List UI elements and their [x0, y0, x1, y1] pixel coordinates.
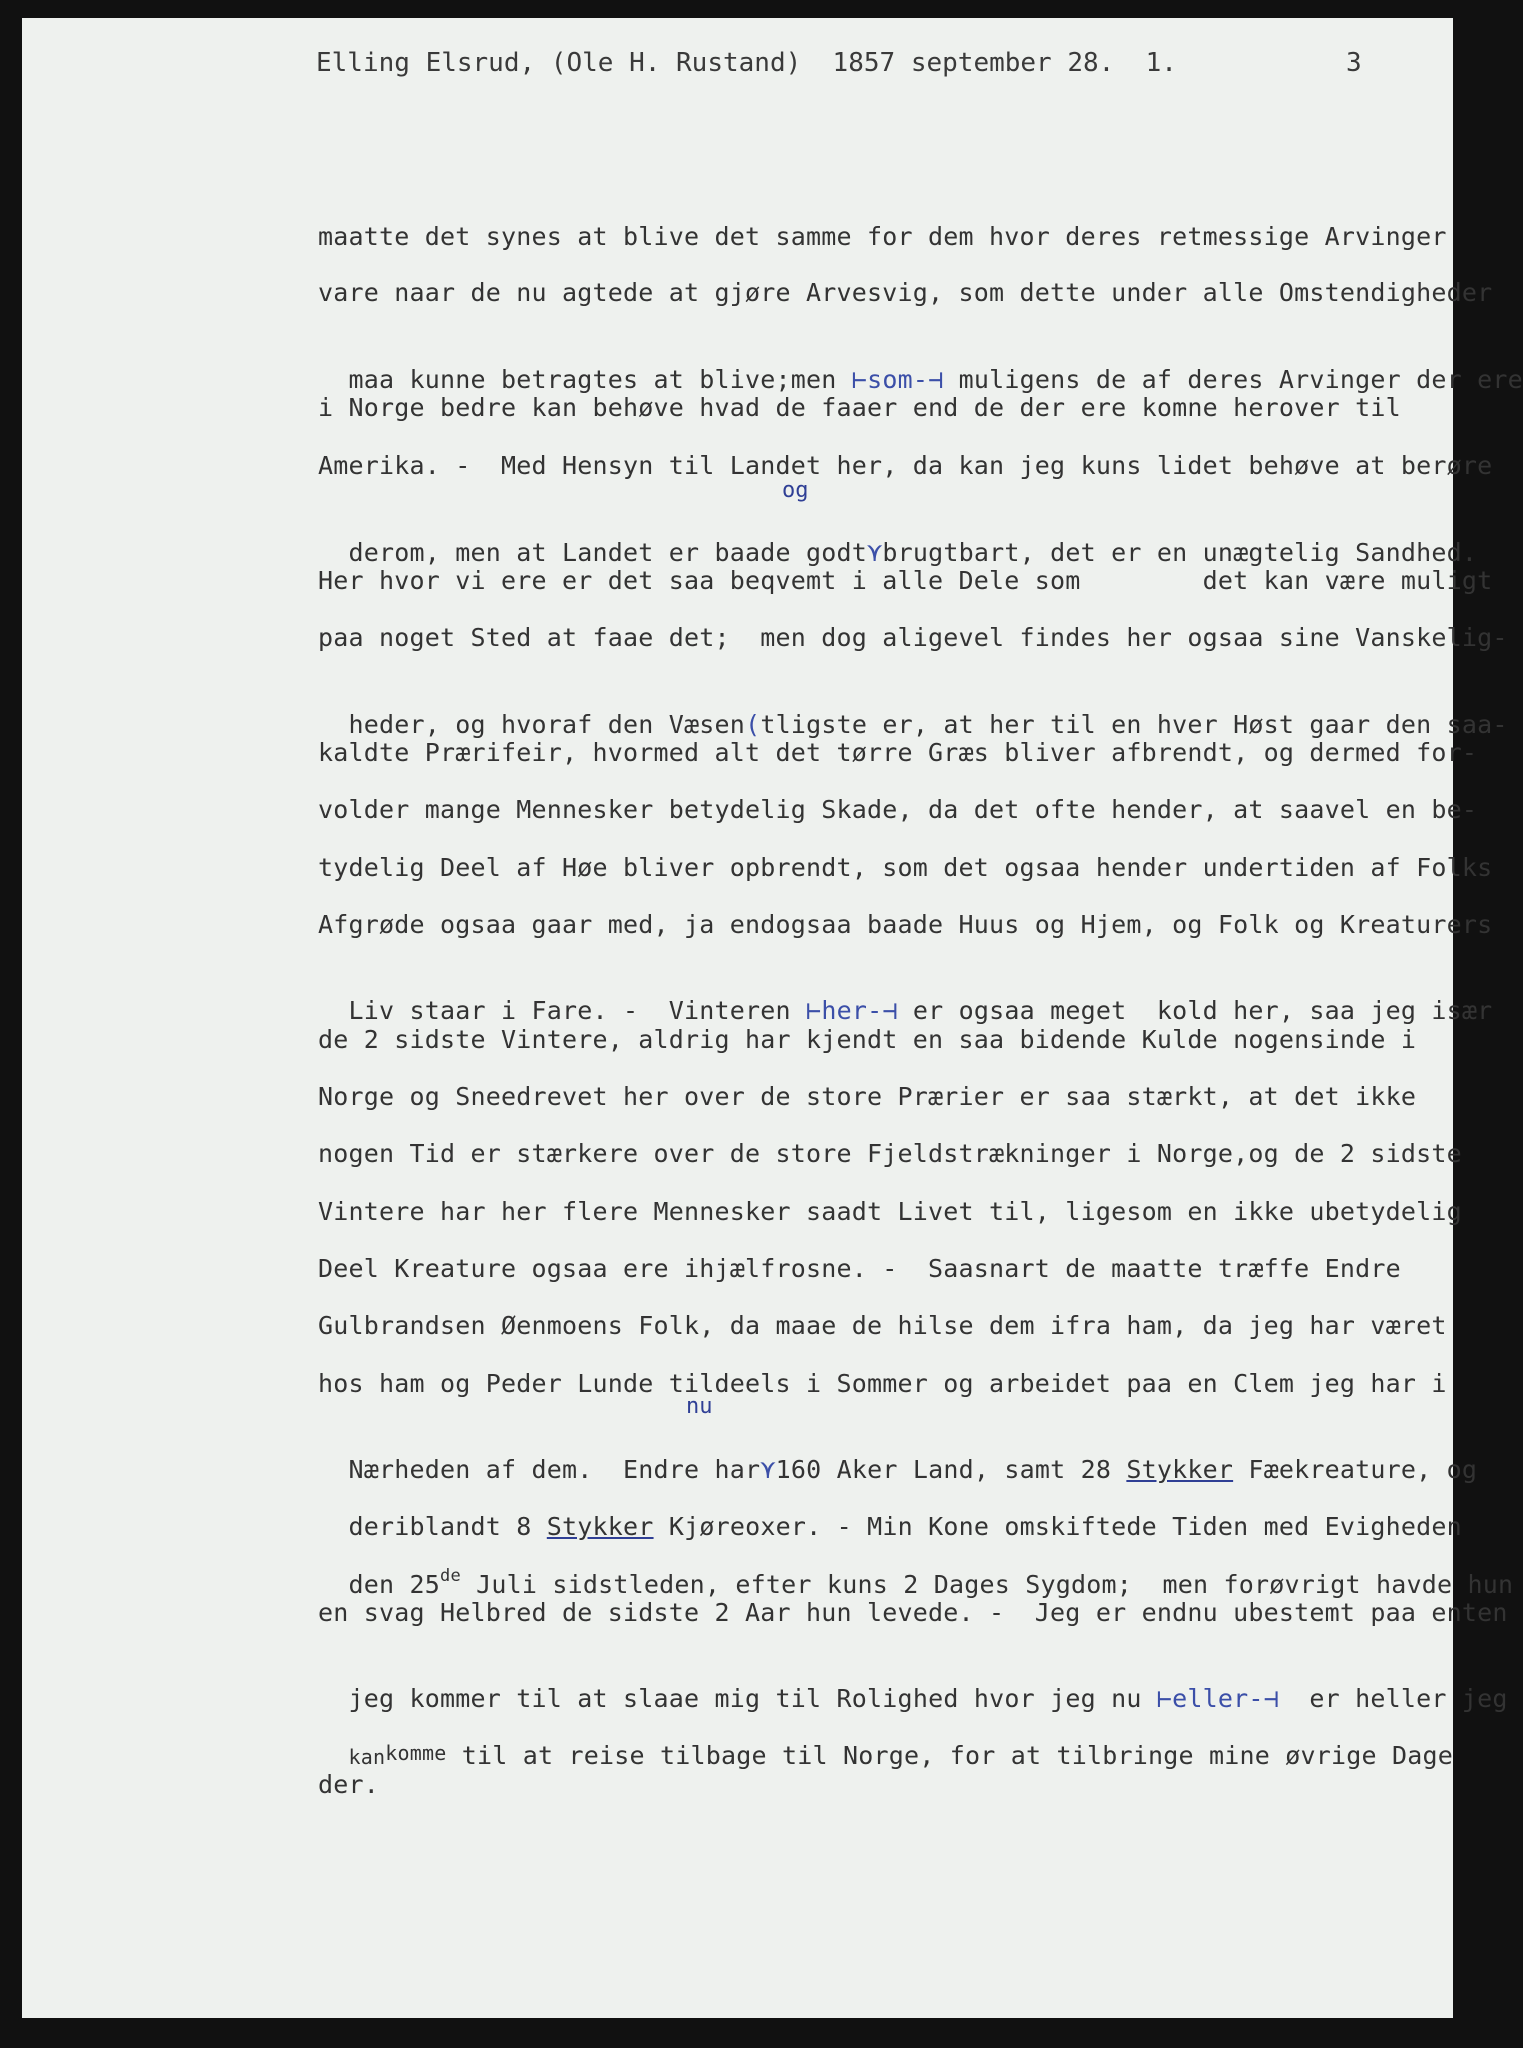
text-line [318, 1426, 1477, 1484]
line-text: muligens de af deres Arvinger der ere [943, 365, 1523, 394]
handwritten-insertion: nu [686, 1394, 713, 1419]
text-line: volder mange Mennesker betydelig Skade, da det ofte hender, at saavel en be- [318, 795, 1478, 824]
document-header: Elling Elsrud, (Ole H. Rustand) 1857 september 28. 1. [316, 48, 1177, 78]
superscript: de [440, 1566, 461, 1586]
line-text: den 25 [348, 1570, 441, 1599]
text-line: kaldte Prærifeir, hvormed alt det tørre Græs bliver afbrendt, og dermed for- [318, 738, 1478, 767]
text-line: der. [318, 1770, 380, 1799]
line-text: brugtbart, det er en unægtelig Sandhed. [882, 538, 1478, 567]
page-number: 3 [1346, 48, 1362, 78]
line-text: Juli sidstleden, efter kuns 2 Dages Sygdom; men forøvrigt havde hun [460, 1570, 1514, 1599]
line-text: deriblandt 8 [348, 1512, 547, 1541]
line-text: er heller jeg [1278, 1684, 1508, 1713]
line-text: heder, og hvoraf den Væsen [348, 710, 746, 739]
line-text: er ogsaa meget kold her, saa jeg især [897, 996, 1493, 1025]
line-text: maa kunne betragtes at blive;men [348, 365, 852, 394]
text-line [318, 1483, 1462, 1541]
text-line: hos ham og Peder Lunde tildeels i Sommer og arbeidet paa en Clem jeg har i [318, 1369, 1447, 1398]
text-line: tydelig Deel af Høe bliver opbrendt, som det ogsaa hender undertiden af Folks [318, 853, 1493, 882]
text-line: Gulbrandsen Øenmoens Folk, da maae de hilse dem ifra ham, da jeg har været [318, 1311, 1447, 1340]
line-text: Fæekreature, og [1233, 1455, 1478, 1484]
text-line: i Norge bedre kan behøve hvad de faaer end de der ere komne herover til [318, 393, 1401, 422]
line-text: Liv staar i Fare. - Vinteren [348, 996, 807, 1025]
text-line: Norge og Sneedrevet her over de store Prærier er saa stærkt, at det ikke [318, 1082, 1417, 1111]
underlined-word: Stykker [1126, 1455, 1234, 1484]
underlined-word: Stykker [546, 1512, 654, 1541]
text-line [318, 1541, 1513, 1599]
text-line: Amerika. - Med Hensyn til Landet her, da kan jeg kuns lidet behøve at berøre [318, 451, 1493, 480]
join-mark-icon: ( [745, 710, 761, 739]
text-line [318, 1655, 1508, 1713]
handwritten-insertion: og [782, 478, 809, 503]
text-line: Afgrøde ogsaa gaar med, ja endogsaa baade Huus og Hjem, og Folk og Kreaturers [318, 910, 1493, 939]
struck-word: ⊢som-⊣ [851, 365, 944, 394]
line-text: til at reise tilbage til Norge, for at tilbringe mine øvrige Dage [446, 1741, 1454, 1770]
struck-word: ⊢her-⊣ [806, 996, 898, 1025]
text-line [318, 509, 1477, 567]
text-line: maatte det synes at blive det samme for dem hvor deres retmessige Arvinger [318, 222, 1447, 251]
text-line: en svag Helbred de sidste 2 Aar hun levede. - Jeg er endnu ubestemt paa enten [318, 1598, 1508, 1627]
line-text: jeg kommer til at slaae mig til Rolighed hvor jeg nu [348, 1684, 1157, 1713]
insertion-caret-icon: ⋎ [760, 1455, 776, 1484]
struck-word: ⊢eller-⊣ [1156, 1684, 1279, 1713]
text-line: Deel Kreature ogsaa ere ihjælfrosne. - Saasnart de maatte træffe Endre [318, 1254, 1401, 1283]
insertion-caret-icon: ⋎ [867, 538, 883, 567]
text-line [318, 336, 1523, 394]
text-line: de 2 sidste Vintere, aldrig har kjendt en saa bidende Kulde nogensinde i [318, 1025, 1417, 1054]
line-text: Nærheden af dem. Endre har [348, 1455, 761, 1484]
text-line: vare naar de nu agtede at gjøre Arvesvig, som dette under alle Omstendigheder [318, 278, 1493, 307]
text-line: Vintere har her flere Mennesker saadt Livet til, ligesom en ikke ubetydelig [318, 1197, 1462, 1226]
superscript: komme [385, 1741, 447, 1765]
text-line: Her hvor vi ere er det saa beqvemt i alle Dele som det kan være muligt [318, 566, 1493, 595]
line-text: kan [348, 1745, 386, 1769]
text-line: nogen Tid er stærkere over de store Fjeldstrækninger i Norge,og de 2 sidste [318, 1139, 1462, 1168]
line-text: derom, men at Landet er baade godt [348, 538, 868, 567]
text-line [318, 681, 1508, 739]
line-text: 160 Aker Land, samt 28 [775, 1455, 1127, 1484]
line-text: tligste er, at her til en hver Høst gaar den saa- [760, 710, 1508, 739]
text-line: paa noget Sted at faae det; men dog aligevel findes her ogsaa sine Vanskelig- [318, 623, 1508, 652]
line-text: Kjøreoxer. - Min Kone omskiftede Tiden med Evigheden [653, 1512, 1462, 1541]
text-line [318, 1712, 1453, 1770]
text-line [318, 967, 1492, 1025]
